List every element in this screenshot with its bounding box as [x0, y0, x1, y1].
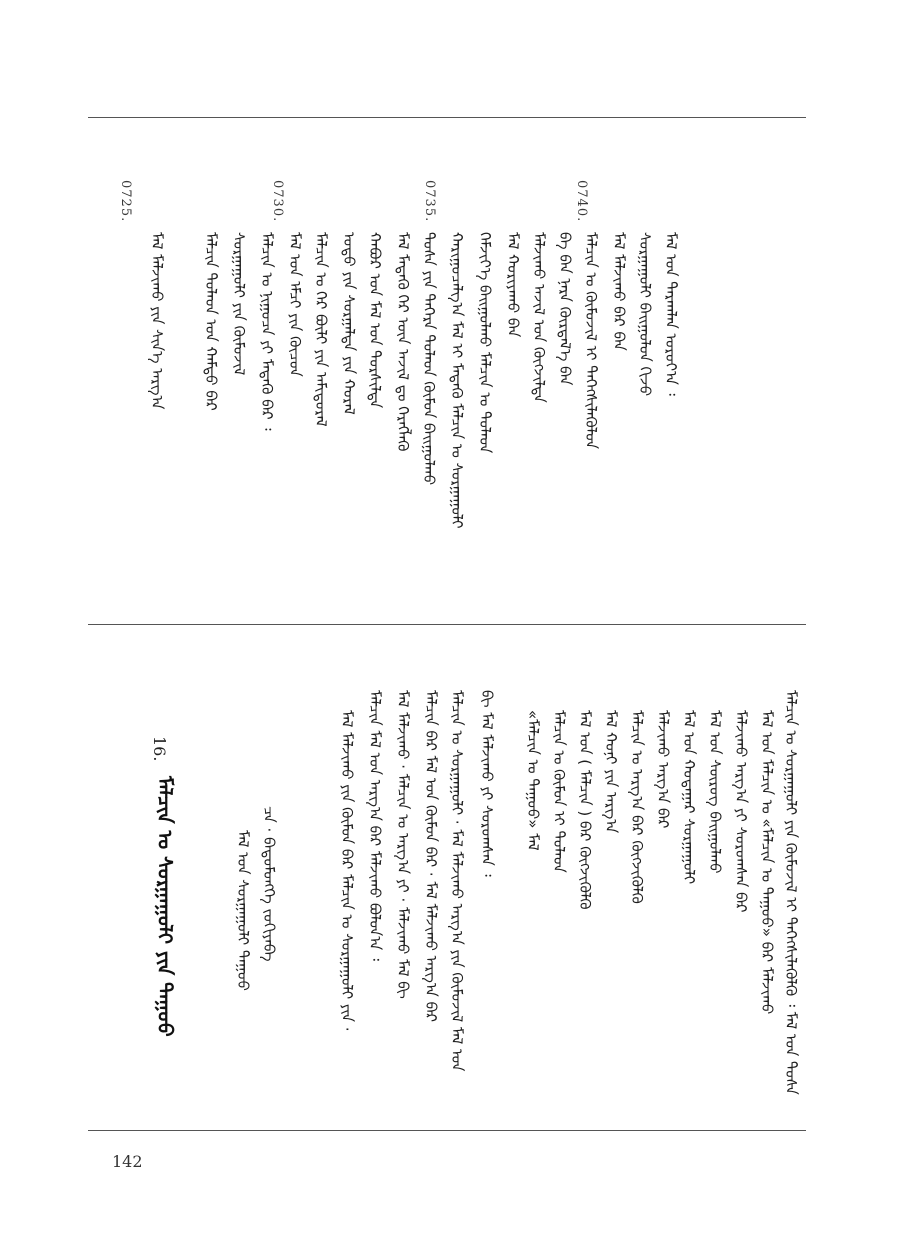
article-number: 16. [150, 736, 169, 762]
poem-line: ᠬᠡᠮᠵᠢᠶ᠎ᠡ ᠪᠠᠢᠭᠤᠯᠬᠤ ᠮᠠᠯᠴᠢᠨ ᠤ ᠲᠤᠯᠠᠳ [476, 232, 494, 454]
poem-line: ᠮᠠᠯ ᠬᠤᠷᠢᠶᠠᠬᠤ ᠪᠠᠨ [504, 232, 522, 338]
article-line: ᠮᠠᠯ ᠤᠨ ᠰᠦᠷᠦᠭ ᠪᠠᠢᠭᠤᠯᠬᠤ [706, 710, 724, 874]
article-line: ᠮᠠᠯᠴᠢᠨ ᠮᠠᠯ ᠤᠨ ᠠᠷᠭ᠎ᠠ ᠪᠡᠷ ᠮᠠᠯᠵᠢᠬᠤ ᠪᠣᠯᠤᠨ᠎ᠠ ᠄ [366, 690, 384, 961]
line-number: 0725. [118, 180, 133, 223]
poem-line: ᠮᠠᠯᠴᠢᠨ ᠲᠤᠯᠠᠳ ᠤᠨ ᠬᠠᠮᠲᠤ ᠪᠡᠷ [202, 232, 220, 411]
article-line: ᠮᠠᠯᠵᠢᠬᠤ ᠠᠷᠭ᠎ᠠ ᠪᠡᠷ [654, 710, 672, 829]
poem-line: ᠮᠠᠯ ᠮᠠᠯᠵᠢᠬᠤ ᠪᠡᠷ ᠪᠠᠨ [610, 232, 628, 351]
top-rule [88, 117, 806, 118]
article-line: ᠮᠠᠯ ᠤᠨ ᠬᠤᠲᠠᠭᠠᠷ ᠰᠤᠷᠭᠠᠭᠤᠯᠢ [680, 710, 698, 885]
article-line: ᠮᠠᠯ ᠤᠨ ( ᠮᠠᠯᠴᠢᠨ ) ᠪᠡᠷ ᠬᠥᠭᠵᠢᠭᠦᠯᠬᠦ [576, 710, 594, 910]
article-line: ᠮᠠᠯ ᠮᠠᠯᠵᠢᠬᠤ · ᠮᠠᠯᠴᠢᠨ ᠤ ᠠᠷᠭ᠎ᠠ ᠶᠢ · ᠮᠠᠯᠵᠢᠬᠤ ᠮᠠᠯ ᠪᠢ [394, 690, 412, 999]
poem-line: ᠮᠠᠯᠴᠢᠨ ᠤ ᠬᠦᠮᠦᠵᠢᠯ ᠢ ᠳᠡᠭᠡᠭᠰᠢᠯᠡᠭᠦᠯᠦᠨ [582, 232, 600, 450]
article-line: «ᠮᠠᠯᠴᠢᠨ ᠤ ᠳᠠᠭᠤᠤ» ᠮᠠᠯ [524, 710, 542, 851]
poem-line: ᠰᠤᠷᠭᠠᠭᠤᠯᠢ ᠪᠠᠢᠭᠤᠯᠤᠨ ᠬᠢᠵᠦ [636, 232, 654, 397]
poem-line: ᠲᠤᠰᠠ ᠶᠢᠨ ᠳᠡᠭᠡᠷᠡ ᠲᠤᠯᠠᠳ ᠬᠦᠮᠦᠨ ᠪᠠᠢᠭᠤᠯᠬᠤ [420, 232, 438, 486]
poem-line: ᠪᠠ ᠪᠠᠨ ᠨᠡᠷᠡ ᠬᠦᠷᠲᠡᠯ᠎ᠡ ᠪᠠᠨ [556, 232, 574, 386]
line-number: 0735. [422, 180, 437, 223]
poem-line: ᠮᠠᠯ ᠤᠨ ᠡᠮᠴᠢ ᠶᠢᠨ ᠬᠦᠴᠦᠨ [286, 232, 304, 377]
article-line: ᠮᠠᠯ ᠮᠠᠯᠵᠢᠬᠤ ᠶᠢᠨ ᠬᠦᠮᠦᠨ ᠪᠡᠷ ᠮᠠᠯᠴᠢᠨ ᠤ ᠰᠤᠷᠭᠠᠭᠤᠯᠢ ᠶᠢᠨ · [338, 710, 356, 1032]
article-line: ᠮᠠᠯᠴᠢᠨ ᠤ ᠰᠤᠷᠭᠠᠭᠤᠯᠢ ᠶᠢᠨ ᠬᠦᠮᠦᠵᠢᠯ ᠢ ᠳᠡᠭᠡᠭᠰᠢᠯᠡᠭᠦᠯᠬᠦ ᠄ ᠮᠠᠯ ᠤᠨ ᠲᠤᠰᠠ [782, 690, 800, 1095]
article-line: ᠮᠠᠯᠴᠢᠨ ᠤ ᠬᠦᠮᠦᠨ ᠢ ᠲᠤᠯᠠᠳ [550, 710, 568, 873]
article-line: ᠮᠠᠯᠴᠢᠨ ᠪᠠᠷ ᠮᠠᠯ ᠤᠨ ᠬᠦᠮᠦᠨ ᠪᠡᠷ · ᠮᠠᠯ ᠮᠠᠯᠵᠢᠬᠤ ᠠᠷᠭ᠎ᠠ ᠪᠡᠷ [422, 690, 440, 1023]
poem-line: ᠬᠠᠷᠢᠭᠤᠴᠠᠯᠭ᠎ᠠ ᠮᠠᠯ ᠢ ᠮᠡᠳᠡᠬᠦ ᠮᠠᠯᠴᠢᠨ ᠤ ᠰᠤᠷᠭᠠᠭᠤᠯᠢ [448, 232, 466, 529]
poem-line: ᠰᠤᠷᠭᠠᠭᠤᠯᠢ ᠶᠢᠨ ᠬᠦᠮᠦᠵᠢᠯ [230, 232, 248, 376]
article-line: ᠪᠢ ᠮᠠᠯ ᠮᠠᠯᠵᠢᠬᠤ ᠶᠢ ᠰᠤᠷᠤᠭᠰᠠᠨ ᠄ [478, 690, 496, 877]
line-number: 0730. [270, 180, 285, 223]
poem-line: ᠣᠳᠣ ᠶᠢᠨ ᠰᠤᠷᠭᠠᠯᠲᠠ ᠶᠢᠨ ᠬᠤᠷᠠᠯ [340, 232, 358, 415]
page-number: 142 [112, 1152, 143, 1171]
poem-line: ᠮᠠᠯ ᠮᠡᠳᠡᠬᠦ ᠭᠡᠷ ᠦᠨ ᠠᠵᠢᠯ ᠳᠤ ᠬᠡᠷᠡᠭᠯᠡᠬᠦ [394, 232, 412, 452]
article-line: ᠮᠠᠯ ᠬᠣᠨᠢ ᠶᠢᠨ ᠠᠷᠭ᠎ᠠ [602, 710, 620, 834]
poem-line: ᠮᠠᠯ ᠮᠠᠯᠵᠢᠬᠤ ᠶᠢᠨ ᠰᠢᠨ᠎ᠡ ᠠᠷᠭ᠎ᠠ [148, 232, 166, 410]
poem-line: ᠮᠠᠯ ᠤᠨ ᠲᠠᠷᠬᠠᠯᠠᠨ ᠣᠷᠤᠶ᠎ᠠ ᠄ [662, 232, 680, 396]
middle-rule [88, 624, 806, 625]
poem-line: ᠬᠠᠪᠤᠷ ᠤᠨ ᠮᠠᠯ ᠤᠨ ᠲᠤᠷᠰᠢᠯᠲᠠ [366, 232, 384, 409]
poem-line: ᠮᠠᠯᠵᠢᠬᠤ ᠠᠵᠢᠯ ᠤᠨ ᠬᠥᠭᠵᠢᠯᠲᠡ [530, 232, 548, 403]
author-subtitle: ᠮᠠᠯ ᠤᠨ ᠰᠤᠷᠭᠠᠭᠤᠯᠢ ᠳᠠᠭᠤᠤ [234, 830, 252, 991]
article-line: ᠮᠠᠯᠵᠢᠬᠤ ᠠᠷᠭ᠎ᠠ ᠶᠢ ᠰᠤᠷᠤᠭᠰᠠᠨ ᠪᠠᠷ [732, 710, 750, 913]
author-name: ᠴᠡ · ᠪᠠᠲᠤᠮᠥᠩᠬᠡ ᠵᠣᠬᠢᠶᠠᠪᠠ [260, 806, 278, 962]
bottom-rule [88, 1130, 806, 1131]
poem-line: ᠮᠠᠯᠴᠢᠨ ᠤ ᠭᠡᠷ ᠪᠦᠯᠢ ᠶᠢᠨ ᠠᠮᠢᠳᠤᠷᠠᠯ [312, 232, 330, 427]
article-title: ᠮᠠᠯᠴᠢᠨ ᠤ ᠰᠤᠷᠭᠠᠭᠤᠯᠢ ᠶᠢᠨ ᠳᠠᠭᠤᠤ [153, 776, 177, 1037]
article-line: ᠮᠠᠯᠴᠢᠨ ᠤ ᠰᠤᠷᠭᠠᠭᠤᠯᠢ · ᠮᠠᠯ ᠮᠠᠯᠵᠢᠬᠤ ᠠᠷᠭ᠎ᠠ ᠶᠢᠨ ᠬᠦᠮᠦᠵᠢᠯ ᠮᠠᠯ ᠤᠨ [448, 690, 466, 1072]
poem-line: ᠮᠠᠯᠴᠢᠨ ᠤ ᠨᠢᠭᠤᠴᠠ ᠶᠢ ᠮᠡᠳᠡᠬᠦ ᠪᠡᠷ ᠄ [258, 232, 276, 431]
article-line: ᠮᠠᠯ ᠤᠨ ᠮᠠᠯᠴᠢᠨ ᠤ «ᠮᠠᠯᠴᠢᠨ ᠤ ᠳᠠᠭᠤᠤ» ᠪᠡᠷ ᠮᠠᠯᠵᠢᠬᠤ [758, 710, 776, 1015]
article-line: ᠮᠠᠯᠴᠢᠨ ᠤ ᠠᠷᠭ᠎ᠠ ᠪᠡᠷ ᠬᠥᠭᠵᠢᠭᠦᠯᠬᠦ [628, 710, 646, 904]
line-number: 0740. [574, 180, 589, 223]
